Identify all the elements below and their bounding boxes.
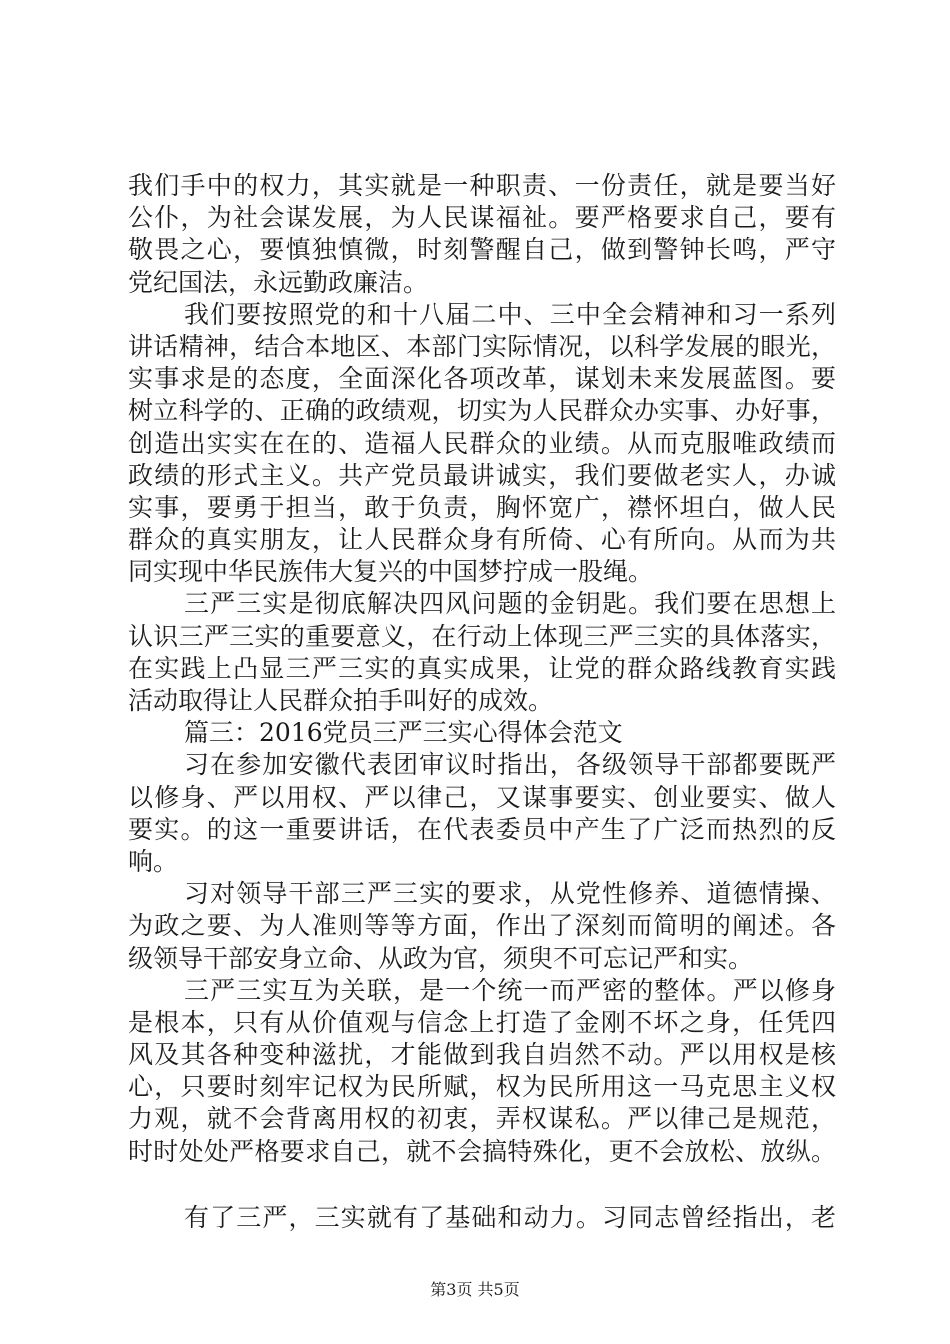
text-line: 要实。的这一重要讲话，在代表委员中产生了广泛而热烈的反 <box>128 814 836 844</box>
text-line: 级领导干部安身立命、从政为官，须臾不可忘记严和实。 <box>128 943 754 973</box>
text-line: 公仆，为社会谋发展，为人民谋福祉。要严格要求自己，要有 <box>128 203 836 233</box>
paragraph-gap <box>128 1168 836 1202</box>
text-line: 我们手中的权力，其实就是一种职责、一份责任，就是要当好 <box>128 171 836 200</box>
text-line: 篇三：2016党员三严三实心得体会范文 <box>184 718 623 748</box>
text-line: 讲话精神，结合本地区、本部门实际情况，以科学发展的眼光， <box>128 331 836 361</box>
text-line: 风及其各种变种滋扰，才能做到我自岿然不动。严以用权是核 <box>128 1040 836 1070</box>
text-line: 敬畏之心，要慎独慎微，时刻警醒自己，做到警钟长鸣，严守 <box>128 235 836 265</box>
document-body <box>128 170 836 1234</box>
text-line: 以修身、严以用权、严以律己，又谋事要实、创业要实、做人 <box>128 782 836 812</box>
text-line: 习在参加安徽代表团审议时指出，各级领导干部都要既严 <box>184 750 836 780</box>
text-line: 习对领导干部三严三实的要求，从党性修养、道德情操、 <box>184 879 836 909</box>
text-line: 实事求是的态度，全面深化各项改革，谋划未来发展蓝图。要 <box>128 364 836 394</box>
page-footer: 第3页 共5页 <box>430 1280 520 1299</box>
text-line: 心，只要时刻牢记权为民所赋，权为民所用这一马克思主义权 <box>128 1072 836 1102</box>
text-line: 我们要按照党的和十八届二中、三中全会精神和习一系列 <box>184 299 836 329</box>
text-line: 实事，要勇于担当，敢于负责，胸怀宽广，襟怀坦白，做人民 <box>128 492 836 522</box>
text-line: 力观，就不会背离用权的初衷，弄权谋私。严以律己是规范， <box>128 1104 836 1134</box>
text-line: 响。 <box>128 846 179 876</box>
text-line: 党纪国法，永远勤政廉洁。 <box>128 267 429 297</box>
text-line: 群众的真实朋友，让人民群众身有所倚、心有所向。从而为共 <box>128 525 836 555</box>
text-line: 创造出实实在在的、造福人民群众的业绩。从而克服唯政绩而 <box>128 428 836 458</box>
text-line: 认识三严三实的重要意义，在行动上体现三严三实的具体落实， <box>128 621 836 651</box>
text-line: 时时处处严格要求自己，就不会搞特殊化，更不会放松、放纵。 <box>128 1136 836 1166</box>
text-line: 同实现中华民族伟大复兴的中国梦拧成一股绳。 <box>128 557 654 587</box>
text-line: 政绩的形式主义。共产党员最讲诚实，我们要做老实人，办诚 <box>128 460 836 490</box>
text-line: 三严三实是彻底解决四风问题的金钥匙。我们要在思想上 <box>184 589 836 619</box>
text-line-final: 有了三严，三实就有了基础和动力。习同志曾经指出，老 <box>184 1202 836 1232</box>
text-line: 是根本，只有从价值观与信念上打造了金刚不坏之身，任凭四 <box>128 1007 836 1037</box>
text-line: 活动取得让人民群众拍手叫好的成效。 <box>128 686 554 715</box>
text-line: 树立科学的、正确的政绩观，切实为人民群众办实事、办好事， <box>128 396 836 426</box>
text-line: 在实践上凸显三严三实的真实成果，让党的群众路线教育实践 <box>128 653 836 683</box>
text-line: 三严三实互为关联，是一个统一而严密的整体。严以修身 <box>184 975 836 1005</box>
text-line: 为政之要、为人准则等等方面，作出了深刻而简明的阐述。各 <box>128 911 836 941</box>
